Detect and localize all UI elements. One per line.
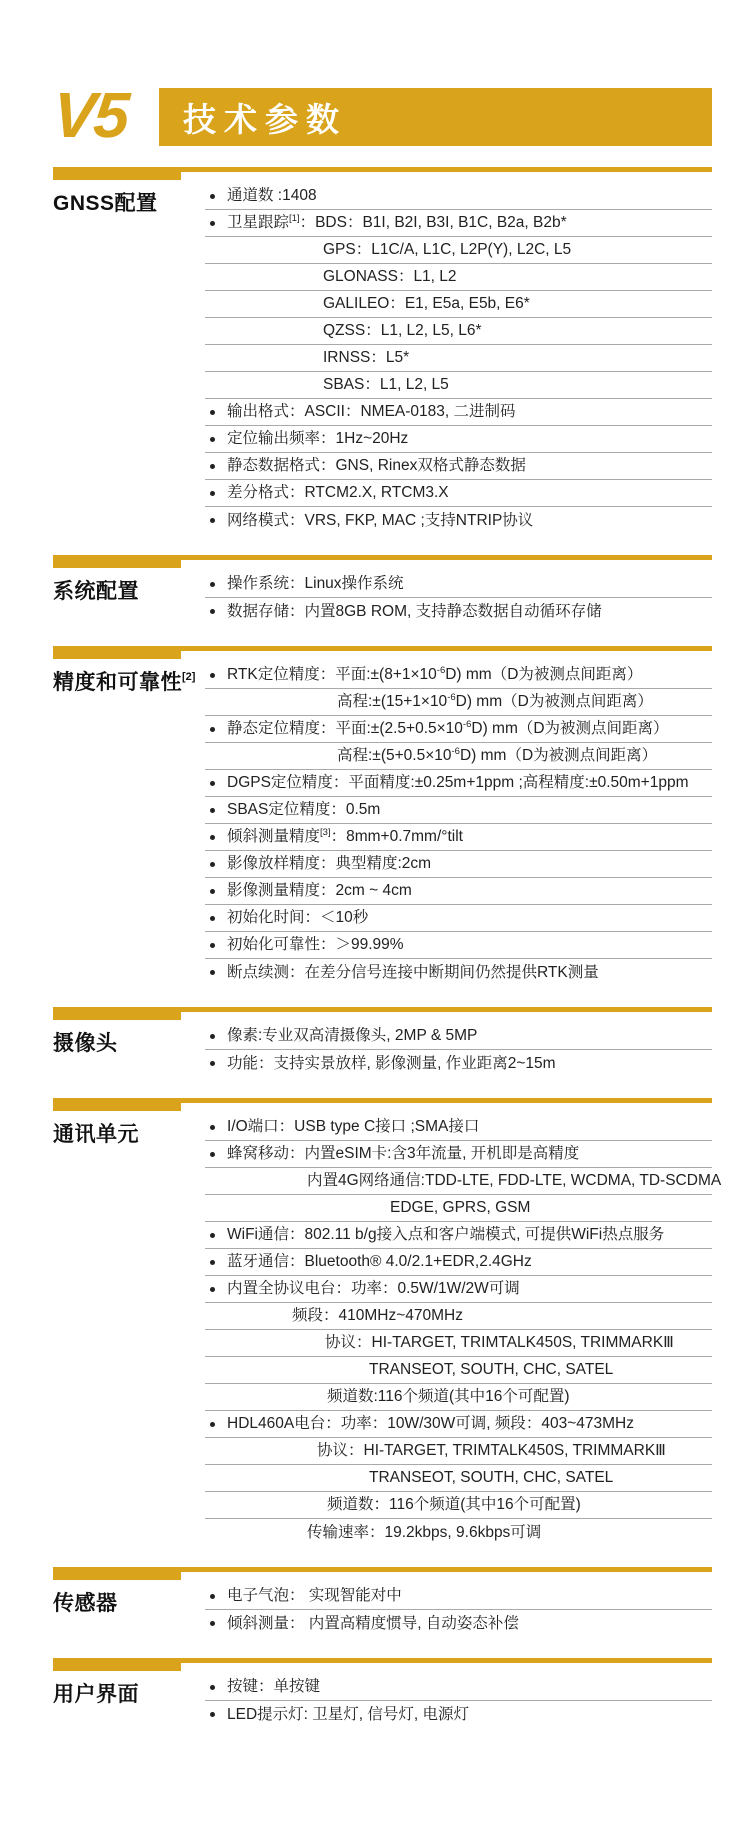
spec-text: GALILEO：E1, E5a, E5b, E6*: [323, 295, 530, 312]
section-body: [53, 1114, 722, 1546]
spec-row: [205, 210, 712, 237]
spec-text: 输出格式：ASCII：NMEA-0183, 二进制码: [227, 403, 516, 420]
spec-text: 静态定位精度：平面$:\pm(2.5+0.5\times 10^{-6}D)$ mm（D为被测点间距离）: [227, 719, 669, 737]
bullet-icon: [210, 1594, 215, 1599]
spec-row: [205, 1492, 712, 1519]
spec-row: [205, 905, 712, 932]
spec-row: [205, 824, 712, 851]
divider-thick-segment: [53, 1658, 181, 1671]
spec-rows: [205, 1023, 712, 1077]
spec-text: SBAS定位精度：0.5m: [227, 801, 381, 818]
footnote-marker: [2]: [182, 671, 196, 683]
spec-text: I/O端口：USB type C接口 ;SMA接口: [227, 1118, 480, 1135]
spec-sheet-page: [0, 79, 750, 1831]
spec-text: 卫星跟踪[1]：BDS：B1I, B2I, B3I, B1C, B2a, B2b*: [227, 213, 567, 231]
section-body: [53, 571, 712, 625]
section-label: 系统配置: [53, 580, 139, 603]
spec-text: WiFi通信：802.11 b/g接入点和客户端模式, 可提供WiFi热点服务: [227, 1226, 665, 1243]
spec-row: [205, 1050, 712, 1077]
spec-row: [205, 662, 712, 689]
spec-text: GLONASS：L1, L2: [323, 268, 457, 285]
spec-rows: [205, 1583, 712, 1637]
bullet-icon: [210, 437, 215, 442]
spec-row: [205, 598, 712, 625]
bullet-icon: [210, 862, 215, 867]
spec-text: HDL460A电台：功率：10W/30W可调, 频段：403~473MHz: [227, 1415, 634, 1432]
spec-text: 内置4G网络通信:TDD-LTE, FDD-LTE, WCDMA, TD-SCDMA: [307, 1172, 722, 1189]
spec-row: [205, 453, 712, 480]
bullet-icon: [210, 727, 215, 732]
section-divider: [53, 1007, 712, 1020]
bullet-icon: [210, 410, 215, 415]
spec-row: [205, 399, 712, 426]
spec-text: 倾斜测量精度[3]：8mm+0.7mm/°tilt: [227, 827, 463, 845]
bullet-icon: [210, 916, 215, 921]
spec-text: 蜂窝移动：内置eSIM卡:含3年流量, 开机即是高精度: [227, 1145, 580, 1162]
section-body: [53, 183, 712, 534]
spec-row: [205, 878, 712, 905]
spec-text: 频道数：116个频道(其中16个可配置): [327, 1496, 581, 1513]
divider-thin-line: [181, 167, 712, 172]
spec-row: [205, 689, 712, 716]
bullet-icon: [210, 673, 215, 678]
divider-thick-segment: [53, 1098, 181, 1111]
bullet-icon: [210, 1152, 215, 1157]
bullet-icon: [210, 582, 215, 587]
spec-text: 按键：单按键: [227, 1678, 321, 1695]
spec-text: 定位输出频率：1Hz~20Hz: [227, 430, 409, 447]
spec-row: [205, 1519, 712, 1546]
bullet-icon: [210, 1287, 215, 1292]
superscript: -6: [451, 746, 460, 757]
spec-row: [205, 1330, 712, 1357]
spec-row: [205, 1674, 712, 1701]
spec-text: TRANSEOT, SOUTH, CHC, SATEL: [369, 1361, 614, 1378]
spec-row: [205, 1583, 712, 1610]
spec-section: [53, 555, 712, 625]
spec-text: 初始化时间：＜10秒: [227, 909, 369, 926]
spec-text: GPS：L1C/A, L1C, L2P(Y), L2C, L5: [323, 241, 572, 258]
spec-row: [205, 1114, 712, 1141]
bullet-icon: [210, 1125, 215, 1130]
spec-row: [205, 1438, 712, 1465]
bullet-icon: [210, 1712, 215, 1717]
spec-text: 频段：410MHz~470MHz: [292, 1307, 463, 1324]
divider-thick-segment: [53, 555, 181, 568]
divider-thin-line: [181, 646, 712, 651]
spec-rows: [205, 1114, 722, 1546]
spec-section: [53, 1007, 712, 1077]
spec-row: [205, 1357, 712, 1384]
spec-text: 影像放样精度：典型精度:2cm: [227, 855, 432, 872]
title-banner: [159, 88, 712, 146]
section-label: 用户界面: [53, 1683, 139, 1706]
spec-row: [205, 959, 712, 986]
bullet-icon: [210, 1685, 215, 1690]
bullet-icon: [210, 1233, 215, 1238]
spec-row: [205, 1701, 712, 1728]
spec-text: EDGE, GPRS, GSM: [390, 1199, 531, 1216]
brand-logo: V5: [50, 79, 130, 151]
section-divider: [53, 555, 712, 568]
bullet-icon: [210, 221, 215, 226]
spec-text: RTK定位精度：平面$:\pm(8+1\times 10^{-6}D)$ mm（D为被测点间距离）: [227, 665, 643, 683]
bullet-icon: [210, 970, 215, 975]
spec-text: 高程$:\pm(5+0.5\times 10^{-6}D)$ mm（D为被测点间距离）: [337, 746, 658, 764]
spec-row: [205, 237, 712, 264]
section-divider: [53, 1567, 712, 1580]
spec-section: [53, 1658, 712, 1728]
spec-text: 静态数据格式：GNS, Rinex双格式静态数据: [227, 457, 526, 474]
spec-row: [205, 851, 712, 878]
spec-text: 初始化可靠性：＞99.99%: [227, 936, 404, 953]
spec-sections: [53, 167, 722, 1728]
spec-text: TRANSEOT, SOUTH, CHC, SATEL: [369, 1469, 614, 1486]
spec-row: [205, 1303, 712, 1330]
spec-text: 蓝牙通信：Bluetooth® 4.0/2.1+EDR,2.4GHz: [227, 1253, 532, 1270]
spec-row: [205, 264, 712, 291]
divider-thin-line: [181, 1098, 712, 1103]
spec-row: [205, 932, 712, 959]
bullet-icon: [210, 889, 215, 894]
spec-text: 传输速率：19.2kbps, 9.6kbps可调: [307, 1523, 542, 1541]
section-divider: [53, 1658, 712, 1671]
spec-text: QZSS：L1, L2, L5, L6*: [323, 322, 482, 339]
spec-row: [205, 1195, 712, 1222]
spec-row: [205, 1465, 712, 1492]
spec-text: 影像测量精度：2cm ~ 4cm: [227, 882, 412, 899]
spec-text: 功能：支持实景放样, 影像测量, 作业距离2~15m: [227, 1054, 556, 1072]
spec-rows: [205, 1674, 712, 1728]
spec-row: [205, 1610, 712, 1637]
spec-text: 协议：HI-TARGET, TRIMTALK450S, TRIMMARKⅢ: [317, 1442, 666, 1459]
bullet-icon: [210, 491, 215, 496]
spec-row: [205, 716, 712, 743]
bullet-icon: [210, 194, 215, 199]
spec-rows: [205, 662, 712, 986]
spec-text: 网络模式：VRS, FKP, MAC ;支持NTRIP协议: [227, 511, 534, 529]
section-divider: [53, 1098, 712, 1111]
section-label: 传感器: [53, 1592, 118, 1615]
bullet-icon: [210, 609, 215, 614]
spec-section: [53, 167, 712, 534]
bullet-icon: [210, 1061, 215, 1066]
spec-text: 电子气泡： 实现智能对中: [227, 1587, 402, 1604]
bullet-icon: [210, 1034, 215, 1039]
spec-row: [205, 1222, 712, 1249]
spec-section: [53, 646, 712, 986]
spec-row: [205, 1276, 712, 1303]
spec-row: [205, 345, 712, 372]
bullet-icon: [210, 1422, 215, 1427]
divider-thin-line: [181, 1658, 712, 1663]
spec-section: [53, 1098, 722, 1546]
superscript: [1]: [289, 213, 300, 224]
spec-rows: [205, 183, 712, 534]
bullet-icon: [210, 518, 215, 523]
superscript: -6: [447, 692, 456, 703]
spec-row: [205, 507, 712, 534]
page-title: 技术参数: [183, 100, 347, 138]
spec-row: [205, 318, 712, 345]
divider-thin-line: [181, 1567, 712, 1572]
page-header: [50, 79, 712, 151]
spec-rows: [205, 571, 712, 625]
spec-row: [205, 1249, 712, 1276]
spec-text: 数据存储：内置8GB ROM, 支持静态数据自动循环存储: [227, 602, 602, 620]
spec-text: DGPS定位精度：平面精度:±0.25m+1ppm ;高程精度:±0.50m+1ppm: [227, 774, 689, 791]
spec-row: [205, 372, 712, 399]
section-body: [53, 662, 712, 986]
spec-row: [205, 1023, 712, 1050]
spec-row: [205, 426, 712, 453]
section-label: 通讯单元: [53, 1123, 139, 1146]
spec-text: 差分格式：RTCM2.X, RTCM3.X: [227, 484, 449, 501]
bullet-icon: [210, 808, 215, 813]
spec-row: [205, 571, 712, 598]
spec-text: IRNSS：L5*: [323, 349, 410, 366]
spec-row: [205, 1411, 712, 1438]
spec-text: 断点续测：在差分信号连接中断期间仍然提供RTK测量: [227, 963, 599, 981]
spec-row: [205, 743, 712, 770]
bullet-icon: [210, 464, 215, 469]
spec-row: [205, 291, 712, 318]
section-label: GNSS配置: [53, 192, 158, 215]
bullet-icon: [210, 1621, 215, 1626]
spec-text: 通道数 :1408: [227, 187, 317, 204]
spec-text: LED提示灯: 卫星灯, 信号灯, 电源灯: [227, 1705, 469, 1723]
spec-text: 操作系统：Linux操作系统: [227, 575, 404, 592]
spec-section: [53, 1567, 712, 1637]
spec-text: 协议：HI-TARGET, TRIMTALK450S, TRIMMARKⅢ: [325, 1334, 674, 1351]
spec-row: [205, 1168, 722, 1195]
superscript: -6: [462, 719, 472, 730]
divider-thick-segment: [53, 1567, 181, 1580]
section-label: 精度和可靠性[2]: [53, 671, 196, 694]
spec-text: 频道数:116个频道(其中16个可配置): [327, 1388, 570, 1405]
spec-text: 内置全协议电台：功率：0.5W/1W/2W可调: [227, 1280, 520, 1297]
section-body: [53, 1023, 712, 1077]
section-body: [53, 1583, 712, 1637]
spec-row: [205, 770, 712, 797]
spec-text: 高程$:\pm(15+1\times 10^{-6}D)$ mm（D为被测点间距离）: [337, 692, 653, 710]
bullet-icon: [210, 835, 215, 840]
section-divider: [53, 646, 712, 659]
spec-row: [205, 480, 712, 507]
spec-row: [205, 1141, 712, 1168]
divider-thick-segment: [53, 646, 181, 659]
spec-row: [205, 183, 712, 210]
divider-thin-line: [181, 555, 712, 560]
bullet-icon: [210, 943, 215, 948]
section-body: [53, 1674, 712, 1728]
divider-thin-line: [181, 1007, 712, 1012]
divider-thick-segment: [53, 1007, 181, 1020]
superscript: [3]: [320, 827, 331, 838]
spec-text: 像素:专业双高清摄像头, 2MP & 5MP: [227, 1027, 478, 1044]
spec-row: [205, 1384, 712, 1411]
spec-text: 倾斜测量： 内置高精度惯导, 自动姿态补偿: [227, 1614, 519, 1632]
spec-text: SBAS：L1, L2, L5: [323, 376, 449, 393]
section-divider: [53, 167, 712, 180]
spec-row: [205, 797, 712, 824]
section-label: 摄像头: [53, 1032, 118, 1055]
divider-thick-segment: [53, 167, 181, 180]
superscript: -6: [436, 665, 446, 676]
bullet-icon: [210, 1260, 215, 1265]
bullet-icon: [210, 781, 215, 786]
